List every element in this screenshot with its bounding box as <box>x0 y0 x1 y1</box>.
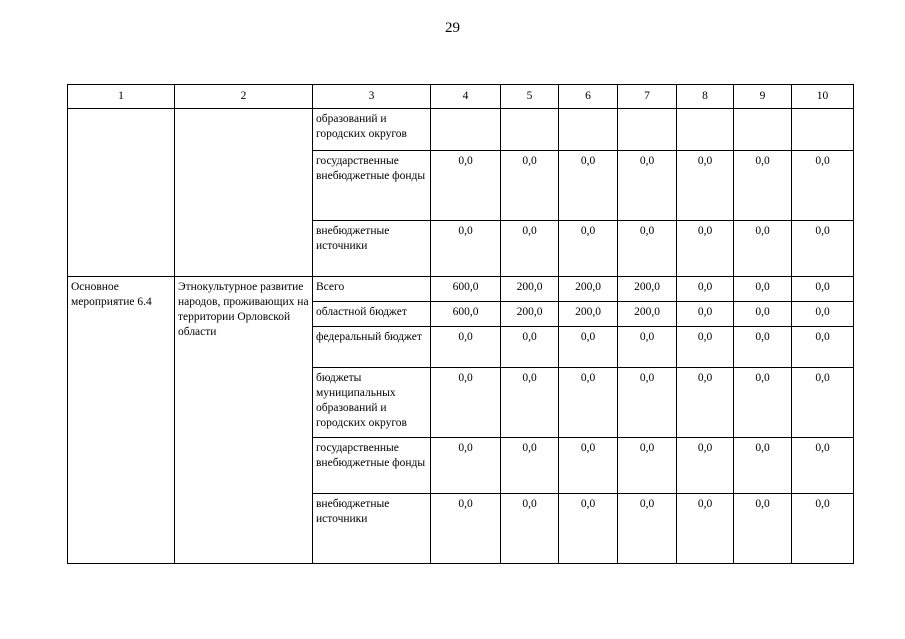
value-cell: 0,0 <box>734 438 792 494</box>
value-cell: 600,0 <box>431 302 501 327</box>
value-cell: 0,0 <box>734 327 792 368</box>
value-cell: 0,0 <box>501 438 559 494</box>
value-cell: 0,0 <box>618 368 677 438</box>
value-cell: 0,0 <box>677 151 734 221</box>
value-cell: 0,0 <box>559 438 618 494</box>
value-cell: 0,0 <box>501 368 559 438</box>
value-cell: 0,0 <box>734 151 792 221</box>
value-cell: 0,0 <box>677 302 734 327</box>
value-cell: 0,0 <box>734 277 792 302</box>
value-cell: 600,0 <box>431 277 501 302</box>
value-cell: 200,0 <box>501 302 559 327</box>
value-cell: 0,0 <box>501 221 559 277</box>
source-cell: государственные внебюджетные фонды <box>313 151 431 221</box>
value-cell: 0,0 <box>618 327 677 368</box>
value-cell: 0,0 <box>559 494 618 564</box>
value-cell: 0,0 <box>431 494 501 564</box>
value-cell <box>734 109 792 151</box>
header-cell: 2 <box>175 85 313 109</box>
source-cell: образований и городских округов <box>313 109 431 151</box>
value-cell: 0,0 <box>618 151 677 221</box>
budget-table <box>67 84 854 564</box>
value-cell: 0,0 <box>501 327 559 368</box>
value-cell: 0,0 <box>734 368 792 438</box>
value-cell <box>501 109 559 151</box>
value-cell <box>431 109 501 151</box>
value-cell: 0,0 <box>677 368 734 438</box>
value-cell <box>677 109 734 151</box>
table-row <box>68 109 854 151</box>
header-cell: 4 <box>431 85 501 109</box>
value-cell: 0,0 <box>792 368 854 438</box>
value-cell: 0,0 <box>559 221 618 277</box>
source-cell: Всего <box>313 277 431 302</box>
value-cell: 0,0 <box>559 151 618 221</box>
header-cell: 3 <box>313 85 431 109</box>
value-cell: 0,0 <box>431 368 501 438</box>
source-cell: областной бюджет <box>313 302 431 327</box>
value-cell: 200,0 <box>501 277 559 302</box>
source-cell: государственные внебюджетные фонды <box>313 438 431 494</box>
page-number: 29 <box>445 20 460 36</box>
value-cell: 0,0 <box>559 368 618 438</box>
value-cell: 200,0 <box>618 277 677 302</box>
value-cell: 200,0 <box>559 302 618 327</box>
value-cell: 0,0 <box>792 277 854 302</box>
value-cell: 0,0 <box>618 494 677 564</box>
value-cell: 0,0 <box>677 438 734 494</box>
value-cell <box>559 109 618 151</box>
measure-title-cell: Этнокультурное развитие народов, проживающих на территории Орловской области <box>175 277 313 564</box>
measure-code-cell: Основное мероприятие 6.4 <box>68 277 175 564</box>
value-cell <box>792 109 854 151</box>
source-cell: внебюджетные источники <box>313 221 431 277</box>
value-cell: 0,0 <box>792 494 854 564</box>
value-cell: 0,0 <box>431 151 501 221</box>
value-cell: 0,0 <box>677 327 734 368</box>
value-cell: 0,0 <box>559 327 618 368</box>
header-cell: 7 <box>618 85 677 109</box>
table-row <box>68 277 854 302</box>
value-cell: 0,0 <box>792 327 854 368</box>
header-cell: 10 <box>792 85 854 109</box>
value-cell: 0,0 <box>734 221 792 277</box>
value-cell: 0,0 <box>792 438 854 494</box>
header-row <box>68 85 854 109</box>
value-cell: 200,0 <box>559 277 618 302</box>
header-cell: 9 <box>734 85 792 109</box>
source-cell: внебюджетные источники <box>313 494 431 564</box>
budget-table-body <box>68 85 854 564</box>
value-cell: 0,0 <box>431 327 501 368</box>
header-cell: 5 <box>501 85 559 109</box>
measure-title-cell <box>175 109 313 277</box>
value-cell: 0,0 <box>792 221 854 277</box>
header-cell: 8 <box>677 85 734 109</box>
value-cell: 0,0 <box>734 302 792 327</box>
value-cell <box>618 109 677 151</box>
value-cell: 0,0 <box>618 221 677 277</box>
value-cell: 0,0 <box>431 221 501 277</box>
value-cell: 0,0 <box>677 221 734 277</box>
value-cell: 0,0 <box>501 151 559 221</box>
value-cell: 200,0 <box>618 302 677 327</box>
value-cell: 0,0 <box>792 302 854 327</box>
value-cell: 0,0 <box>501 494 559 564</box>
measure-code-cell <box>68 109 175 277</box>
value-cell: 0,0 <box>618 438 677 494</box>
value-cell: 0,0 <box>431 438 501 494</box>
value-cell: 0,0 <box>734 494 792 564</box>
header-cell: 6 <box>559 85 618 109</box>
value-cell: 0,0 <box>677 494 734 564</box>
source-cell: бюджеты муниципальных образований и городских округов <box>313 368 431 438</box>
value-cell: 0,0 <box>792 151 854 221</box>
value-cell: 0,0 <box>677 277 734 302</box>
source-cell: федеральный бюджет <box>313 327 431 368</box>
header-cell: 1 <box>68 85 175 109</box>
